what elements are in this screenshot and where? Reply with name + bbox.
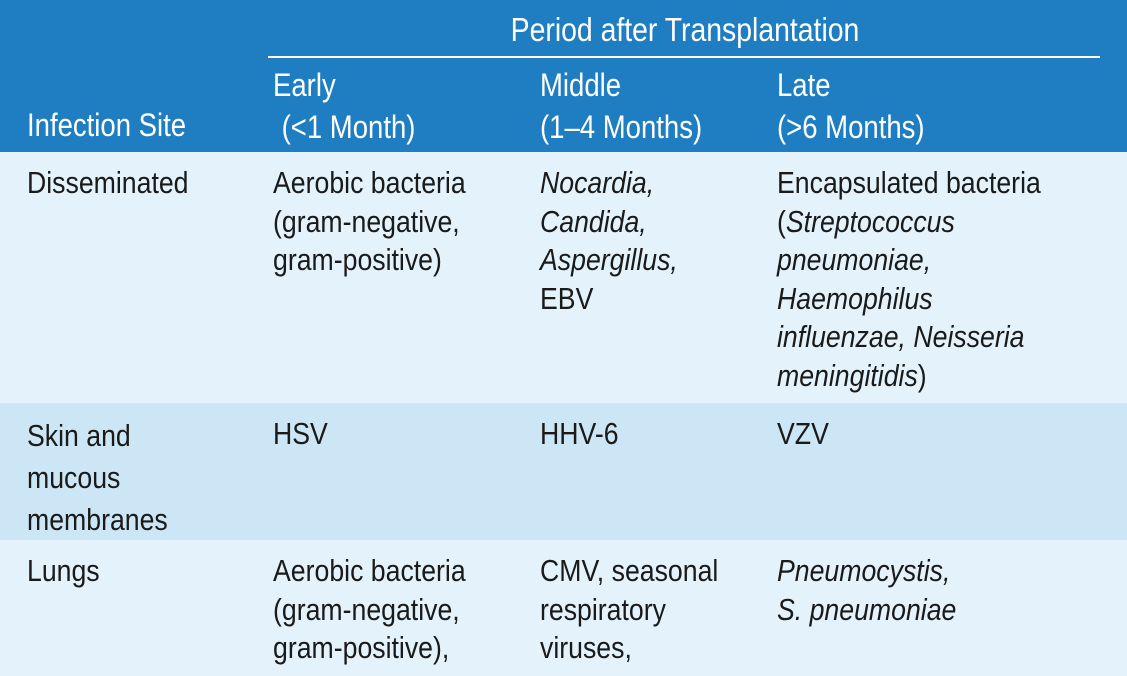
table-header — [0, 0, 1127, 152]
late-cell: Encapsulated bacteria (Streptococcus pneumoniae, Haemophilus influenzae, Neisseria meningitidis) — [777, 165, 1041, 393]
middle-period-header: Middle (1–4 Months) — [540, 67, 703, 145]
middle-cell: HHV-6 — [540, 416, 619, 451]
late-cell: Pneumocystis, S. pneumoniae — [777, 553, 957, 627]
late-period-header: Late (>6 Months) — [777, 67, 925, 145]
late-cell: VZV — [777, 416, 829, 451]
site-cell: Lungs — [27, 553, 100, 588]
middle-cell: CMV, seasonal respiratory viruses, — [540, 553, 719, 665]
early-period-header: Early (<1 Month) — [273, 67, 416, 145]
site-cell: Skin and mucous membranes — [27, 418, 168, 537]
early-cell: HSV — [273, 416, 328, 451]
table-row-skin — [0, 403, 1127, 540]
period-group-title: Period after Transplantation — [510, 11, 860, 48]
middle-cell: Nocardia, Candida, Aspergillus, EBV — [540, 165, 678, 316]
group-title-rule — [268, 56, 1100, 58]
table-row-disseminated — [0, 152, 1127, 403]
site-cell: Disseminated — [27, 165, 189, 200]
early-cell: Aerobic bacteria (gram-negative, gram-positive) — [273, 165, 466, 277]
infection-site-header: Infection Site — [27, 107, 187, 143]
early-cell: Aerobic bacteria (gram-negative, gram-positive), — [273, 553, 466, 665]
table-row-lungs — [0, 540, 1127, 676]
